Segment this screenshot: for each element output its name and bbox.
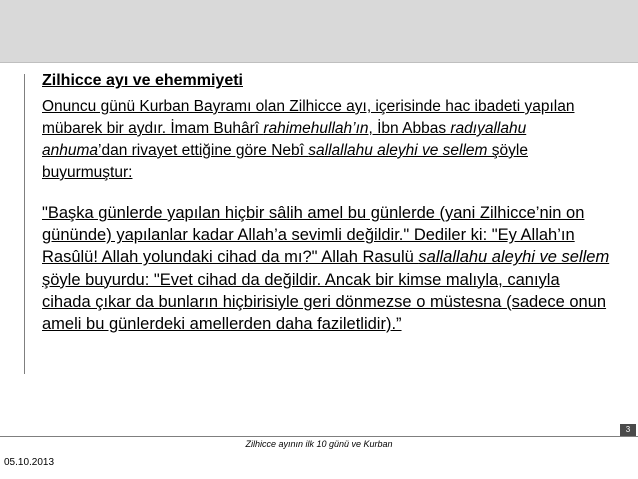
header-bar: [0, 0, 638, 63]
hadith-text-2: şöyle buyurdu: "Evet cihad da değildir. Ancak bir kimse malıyla, canıyla cihada çıkar da bunların hiçbirisiyle geri dönmezse o müstesna (sadece onun ameli bu günlerdeki amellerden daha faziletlidir).”: [42, 270, 607, 334]
slide-content: [42, 70, 612, 335]
page-number-badge: 3: [620, 424, 636, 436]
intro-text-4: şöyle buyurmuştur:: [42, 142, 528, 181]
footer-date: 05.10.2013: [4, 457, 55, 468]
intro-text-3: ’dan rivayet ettiğine göre Nebî: [98, 142, 309, 159]
intro-text-1: Onuncu günü Kurban Bayramı olan Zilhicce ayı, içerisinde hac ibadeti yapılan mübarek bir aydır. İmam Buhârî: [42, 98, 575, 137]
intro-italic-1: rahimehullah’ın: [263, 120, 369, 137]
paragraph-hadith: [42, 202, 612, 335]
hadith-text-1: "Başka günlerde yapılan hiçbir sâlih amel bu günlerde (yani Zilhicce’nin on gününde) yapılanlar kadar Allah’a sevimli değildir." Dediler ki: "Ey Allah’ın Rasûlü! Allah yolundaki cihad da mı?" Allah Rasulü: [42, 204, 585, 267]
footer-divider: [0, 436, 638, 437]
intro-text-2: , İbn Abbas: [368, 120, 451, 137]
paragraph-intro: [42, 96, 612, 184]
left-accent-line: [24, 74, 25, 374]
intro-italic-2: radıyallahu anhuma: [42, 120, 527, 159]
intro-italic-3: sallallahu aleyhi ve sellem: [308, 142, 488, 159]
hadith-underlined: [42, 204, 609, 333]
slide-heading: Zilhicce ayı ve ehemmiyeti: [42, 72, 243, 89]
hadith-italic-1: sallallahu aleyhi ve sellem: [418, 248, 610, 267]
footer-title: Zilhicce ayının ilk 10 günü ve Kurban: [245, 439, 393, 449]
intro-underlined: [42, 98, 574, 181]
